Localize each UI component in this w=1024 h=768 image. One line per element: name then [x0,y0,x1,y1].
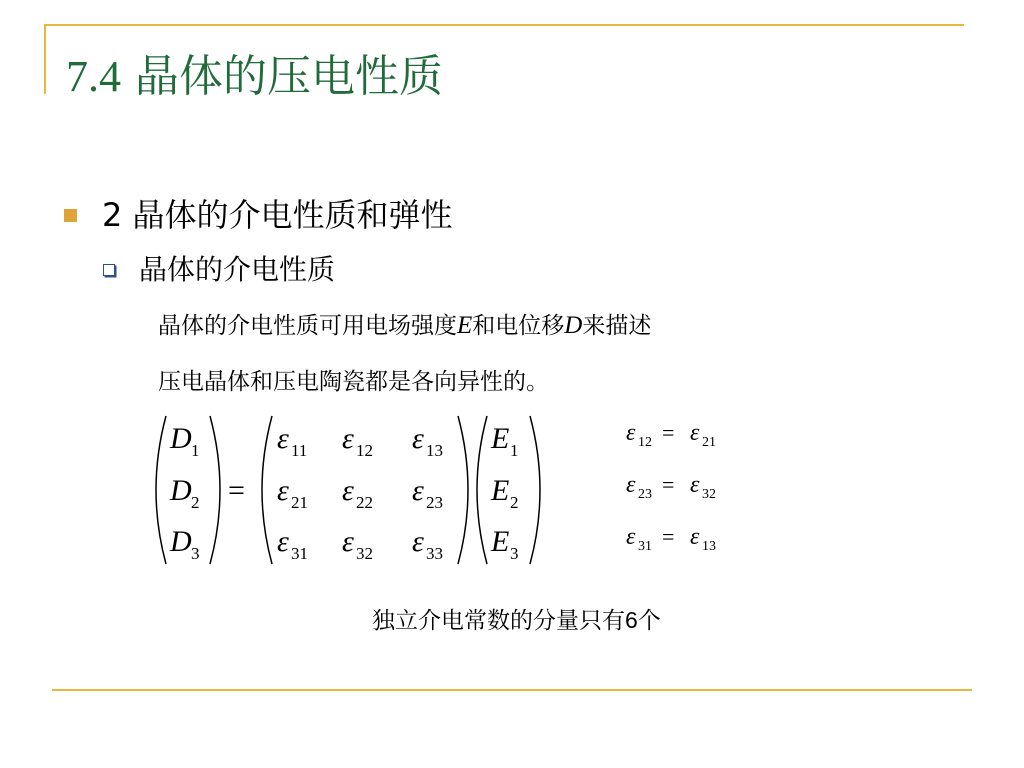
rhs-sym: E [491,525,510,558]
matrix-cell-sym: ε [412,474,424,507]
sym-sub-b: 13 [702,539,716,554]
matrix-cell-sym: ε [342,525,354,558]
sym-eps-icon: ε [690,524,700,550]
matrix-cell-sym: ε [412,422,424,455]
sym-eps-icon: ε [690,420,700,446]
sym-eps-icon: ε [690,472,700,498]
matrix-cell-sub: 22 [356,493,373,512]
rhs-sub: 2 [510,493,519,512]
heading-level1: 2 晶体的介电性质和弹性 [102,196,453,234]
matrix-right-paren [458,416,468,564]
count-number: 6 [625,607,638,633]
matrix-cell-sub: 33 [426,544,443,563]
sym-sub-a: 23 [638,487,652,502]
rhs-sym: E [491,422,510,455]
heading-level2: 晶体的介电性质 [139,253,336,286]
lhs-vector [169,422,200,563]
symbol-E: E [457,312,473,339]
title-text: 晶体的压电性质 [135,51,443,102]
sym-sub-a: 12 [638,435,652,450]
line1-post: 来描述 [582,313,652,339]
lhs-sym: D [170,422,192,455]
rhs-sub: 3 [510,544,519,563]
sym-eps-icon: ε [626,472,636,498]
matrix-left-paren [262,416,272,564]
matrix-cell-sub: 13 [426,441,443,460]
lhs-left-paren [156,416,166,564]
matrix-cell-sym: ε [277,474,289,507]
sym-sub-b: 32 [702,487,716,502]
matrix-cell-sym: ε [342,422,354,455]
count-post: 个 [637,608,661,634]
sym-sub-b: 21 [702,435,716,450]
sym-sub-a: 31 [638,539,652,554]
bottom-rule [52,689,972,691]
sym-equals: = [662,420,675,445]
matrix-cell-sub: 12 [356,441,373,460]
sym-equals: = [662,472,675,497]
matrix-cell-sym: ε [277,525,289,558]
matrix-cell-sub: 23 [426,493,443,512]
matrix-cell-sym: ε [277,422,289,455]
lhs-sym: D [170,474,192,507]
rhs-right-paren [530,416,540,564]
independent-constants-note [372,602,661,635]
matrix-cell-sub: 31 [291,544,308,563]
sym-equals: = [662,524,675,549]
rhs-sub: 1 [510,441,519,460]
lhs-sub: 1 [191,441,200,460]
title-number: 7.4 [66,52,121,101]
lhs-sym: D [170,525,192,558]
symmetry-relations [626,420,716,554]
sym-eps-icon: ε [626,420,636,446]
matrix-cell-sub: 32 [356,544,373,563]
count-pre: 独立介电常数的分量只有 [372,608,625,634]
rhs-sym: E [491,474,510,507]
rhs-left-paren [477,416,487,564]
matrix-cell-sub: 21 [291,493,308,512]
rhs-vector [490,422,519,563]
matrix-cell-sym: ε [412,525,424,558]
sym-eps-icon: ε [626,524,636,550]
matrix-cell-sym: ε [342,474,354,507]
lhs-sub: 3 [191,544,200,563]
symbol-D: D [564,312,583,339]
equals-sign: = [228,474,245,507]
line1-mid: 和电位移 [472,313,565,339]
permittivity-matrix [277,422,443,563]
matrix-cell-sub: 11 [291,441,308,460]
line1-pre: 晶体的介电性质可用电场强度 [158,313,457,339]
description-line2: 压电晶体和压电陶瓷都是各向异性的。 [158,369,549,395]
lhs-sub: 2 [191,493,200,512]
lhs-right-paren [210,416,220,564]
